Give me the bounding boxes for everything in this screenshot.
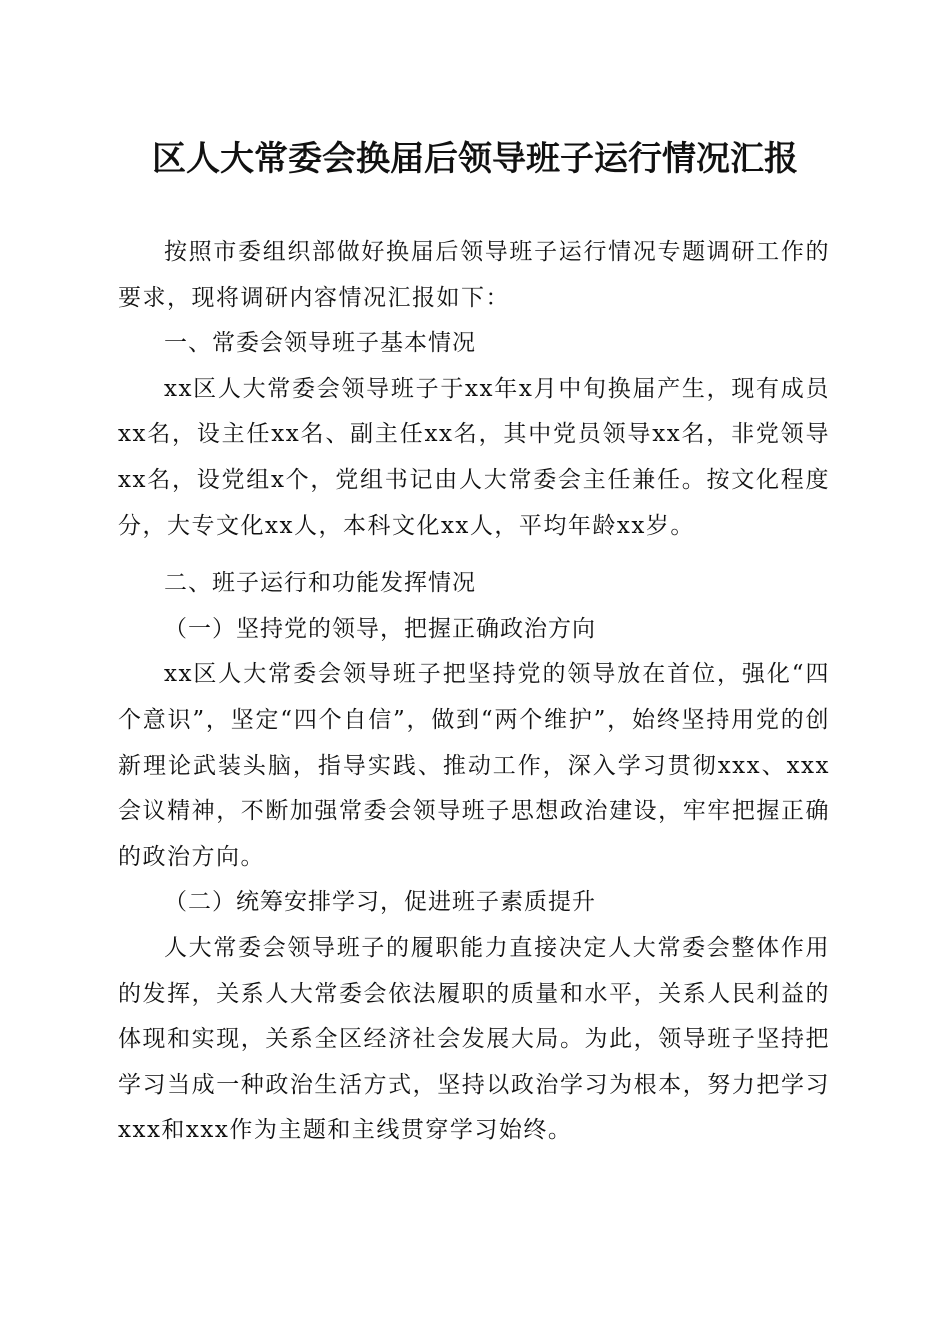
subsection-1-heading: （一）坚持党的领导，把握正确政治方向 — [164, 615, 596, 642]
subsection-2-heading: （二）统筹安排学习，促进班子素质提升 — [164, 889, 596, 916]
section-2-heading: 二、班子运行和功能发挥情况 — [164, 570, 476, 597]
intro-paragraph: 按照市委组织部做好换届后领导班子运行情况专题调研工作的要求，现将调研内容情况汇报如下： — [118, 239, 830, 311]
document-body — [118, 230, 830, 1154]
subsection-2-paragraph: 人大常委会领导班子的履职能力直接决定人大常委会整体作用的发挥，关系人大常委会依法履职的质量和水平，关系人民利益的体现和实现，关系全区经济社会发展大局。为此，领导班子坚持把学习当成一种政治生活方式，坚持以政治学习为根本，努力把学习xxx和xxx作为主题和主线贯穿学习始终。 — [118, 934, 830, 1144]
spacer — [118, 549, 830, 561]
section-1-paragraph: xx区人大常委会领导班子于xx年x月中旬换届产生，现有成员xx名，设主任xx名、副主任xx名，其中党员领导xx名，非党领导xx名，设党组x个，党组书记由人大常委会主任兼任。按文化程度分，大专文化xx人，本科文化xx人，平均年龄xx岁。 — [118, 375, 830, 539]
section-1-heading: 一、常委会领导班子基本情况 — [164, 330, 476, 357]
subsection-1-paragraph: xx区人大常委会领导班子把坚持党的领导放在首位，强化“四个意识”，坚定“四个自信”，做到“两个维护”，始终坚持用党的创新理论武装头脑，指导实践、推动工作，深入学习贯彻xxx、xxx会议精神，不断加强常委会领导班子思想政治建设，牢牢把握正确的政治方向。 — [118, 661, 830, 870]
document-title: 区人大常委会换届后领导班子运行情况汇报 — [152, 139, 798, 179]
